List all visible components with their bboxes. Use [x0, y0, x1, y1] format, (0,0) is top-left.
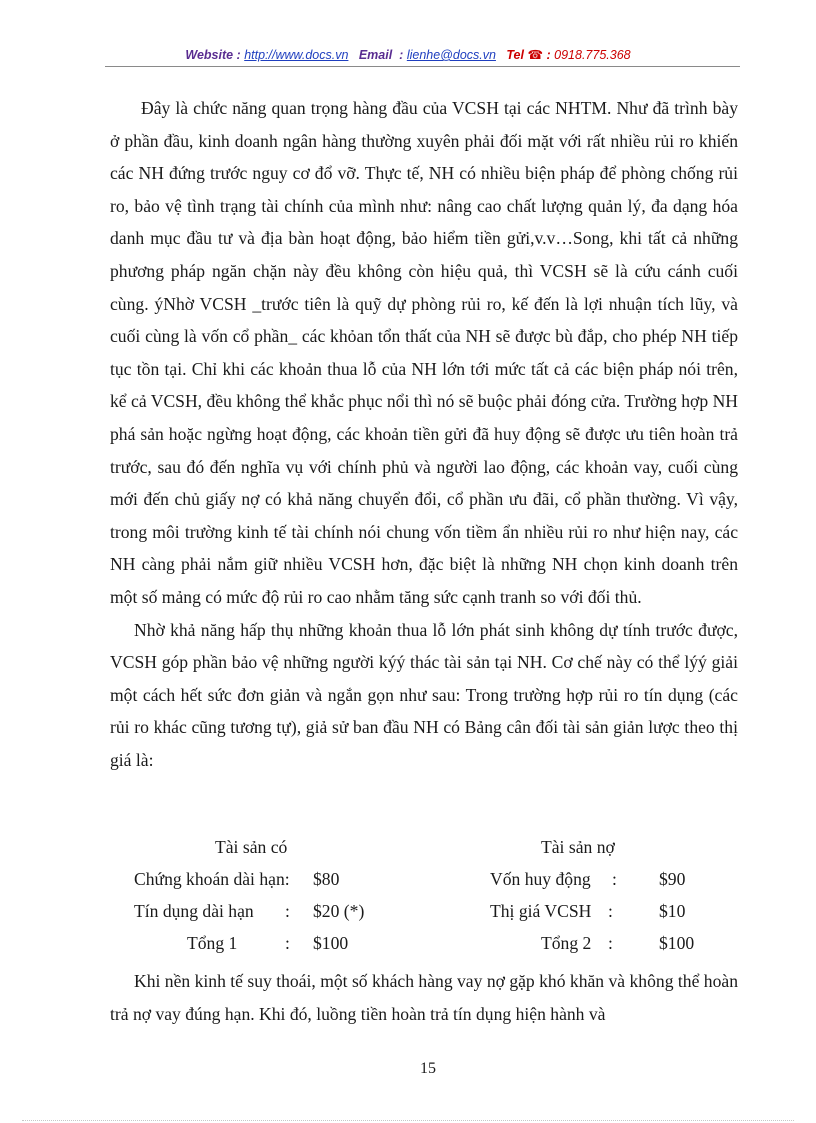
liability-value: $90: [659, 869, 686, 889]
paragraph-role-of-equity: Đây là chức năng quan trọng hàng đầu của VCSH tại các NHTM. Như đã trình bày ở phần đầu, kinh doanh ngân hàng thường xuyên phải đối mặt với rất nhiều rủi ro khiến các NH đứng trước nguy cơ đổ vỡ. Thực tế, NH có nhiều biện pháp để phòng chống rủi ro, bảo vệ tình trạng tài chính của mình như: nâng cao chất lượng quản lý, đa dạng hóa danh mục đầu tư và địa bàn hoạt động, bảo hiểm tiền gửi,v.v…Song, khi tất cả những phương pháp ngăn chặn này đều không còn hiệu quả, thì VCSH sẽ là cứu cánh cuối cùng. ýNhờ VCSH _trước tiên là quỹ dự phòng rủi ro, kế đến là lợi nhuận tích lũy, và cuối cùng là vốn cổ phần_ các khỏan tổn thất của NH sẽ được bù đắp, cho phép NH tiếp tục tồn tại. Chỉ khi các khoản thua lỗ của NH lớn tới mức tất cả các biện pháp nói trên, kể cả VCSH, đều không thể khắc phục nổi thì nó sẽ buộc phải đóng cửa. Trường hợp NH phá sản hoặc ngừng hoạt động, các khoản tiền gửi đã huy động sẽ được ưu tiên hoàn trả trước, sau đó đến nghĩa vụ với chính phủ và người lao động, các khoản vay, cuối cùng mới đến chủ giấy nợ có khả năng chuyển đổi, cổ phần ưu đãi, cổ phần thường. Vì vậy, trong môi trường kinh tế tài chính nói chung vốn tiềm ẩn nhiều rủi ro như hiện nay, các NH càng phải nắm giữ nhiều VCSH hơn, đặc biệt là những NH chọn kinh doanh trên một số mảng có mức độ rủi ro cao nhằm tăng sức cạnh tranh so với đối thủ.: [110, 98, 738, 607]
paragraph-loss-absorption: Nhờ khả năng hấp thụ những khoản thua lỗ lớn phát sinh không dự tính trước được, VCSH góp phần bảo vệ những người kýý thác tài sản tại NH. Cơ chế này có thể lýý giải một cách hết sức đơn giản và ngắn gọn như sau: Trong trường hợp rủi ro tín dụng (các rủi ro khác cũng tương tự), giả sử ban đầu NH có Bảng cân đối tài sản giản lược theo thị giá là:: [110, 619, 738, 770]
liability-value: $10: [659, 901, 686, 921]
liability-label: Thị giá VCSH: [490, 901, 592, 921]
paragraph-economic-downturn: Khi nền kinh tế suy thoái, một số khách hàng vay nợ gặp khó khăn và không thể hoàn trả nợ vay đúng hạn. Khi đó, luồng tiền hoàn trả tín dụng hiện hành và: [110, 971, 738, 1024]
balance-sheet-total-row: [110, 933, 738, 965]
email-separator: :: [399, 48, 404, 62]
balance-sheet-row: [110, 869, 738, 901]
liability-colon: :: [608, 901, 613, 921]
website-label: Website :: [185, 48, 241, 62]
liability-colon: :: [612, 869, 617, 889]
asset-label: Tín dụng dài hạn: [134, 901, 254, 921]
email-link[interactable]: lienhe@docs.vn: [406, 48, 496, 62]
page-number: 15: [420, 1060, 436, 1077]
assets-header: Tài sản có: [215, 837, 288, 857]
asset-value: $20 (*): [313, 901, 365, 921]
liabilities-header: Tài sản nợ: [541, 837, 615, 857]
liability-label: Vốn huy động: [490, 869, 591, 889]
asset-colon: :: [285, 901, 290, 921]
balance-sheet: [110, 837, 738, 965]
asset-colon: :: [285, 933, 290, 953]
phone-number: 0918.775.368: [554, 48, 631, 62]
asset-value: $80: [313, 869, 340, 889]
phone-label: Tel ☎ :: [506, 48, 551, 62]
header-divider: [105, 66, 740, 67]
liability-total-label: Tổng 2: [541, 933, 592, 953]
balance-sheet-row: [110, 901, 738, 933]
liability-total-value: $100: [659, 933, 695, 953]
asset-total-value: $100: [313, 933, 349, 953]
website-link[interactable]: http://www.docs.vn: [244, 48, 349, 62]
page-header: [0, 47, 816, 62]
document-body: [110, 92, 738, 776]
asset-total-label: Tổng 1: [187, 933, 238, 953]
balance-sheet-header-row: [110, 837, 738, 869]
liability-colon: :: [608, 933, 613, 953]
asset-label: Chứng khoán dài hạn:: [134, 869, 290, 889]
email-label: Email: [358, 48, 393, 62]
page-bottom-border: [22, 1120, 794, 1121]
closing-paragraph-block: [110, 965, 738, 1030]
